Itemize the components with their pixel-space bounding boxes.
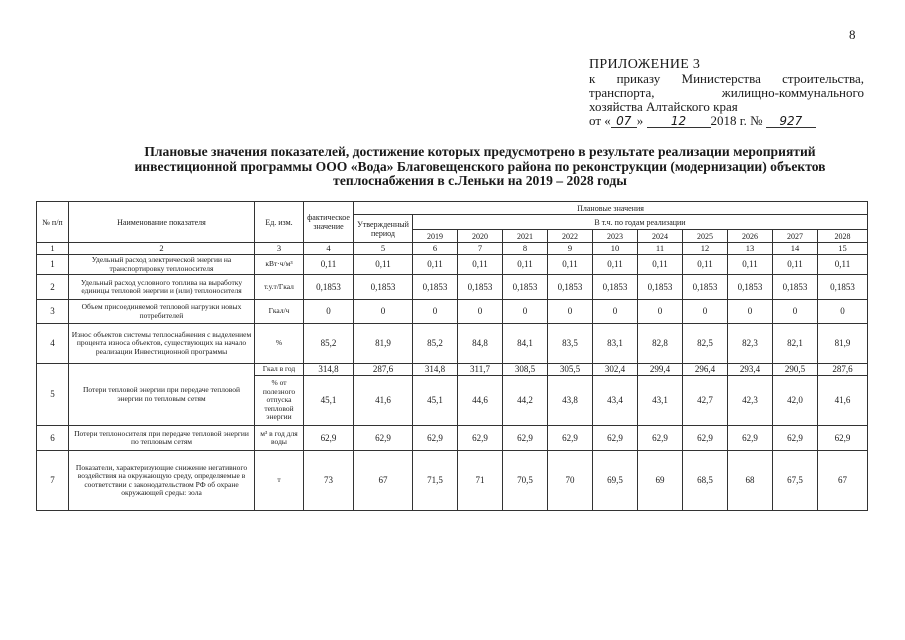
- year-value: 0,1853: [548, 275, 593, 300]
- year-value: 81,9: [818, 324, 868, 364]
- header-year: 2019: [413, 230, 458, 243]
- header-actual: фактическое значение: [304, 202, 354, 243]
- year-value: 0: [683, 300, 728, 324]
- date-day: 07: [611, 115, 637, 128]
- actual-value: 0,11: [304, 255, 354, 275]
- year-value: 62,9: [593, 426, 638, 451]
- year-value: 0,11: [593, 255, 638, 275]
- year-value: 0,11: [638, 255, 683, 275]
- year-value: 82,1: [773, 324, 818, 364]
- year-value: 44,6: [458, 376, 503, 426]
- column-number: 15: [818, 243, 868, 255]
- appendix-line: к приказу Министерства строительства,: [589, 71, 864, 86]
- year-value: 0,11: [458, 255, 503, 275]
- header-num: № п/п: [37, 202, 69, 243]
- indicator-name: Износ объектов системы теплоснабжения с выделением процента износа объектов, существующих на начало реализации Инвестиционной программы: [69, 324, 255, 364]
- column-number: 10: [593, 243, 638, 255]
- column-number: 12: [683, 243, 728, 255]
- column-number: 14: [773, 243, 818, 255]
- indicator-name: Потери тепловой энергии при передаче тепловой энергии по тепловым сетям: [69, 364, 255, 426]
- header-year: 2028: [818, 230, 868, 243]
- year-value: 287,6: [818, 364, 868, 376]
- year-value: 62,9: [818, 426, 868, 451]
- year-value: 0: [458, 300, 503, 324]
- year-value: 69: [638, 451, 683, 511]
- year-value: 62,9: [638, 426, 683, 451]
- year-value: 71,5: [413, 451, 458, 511]
- approved-value: 287,6: [354, 364, 413, 376]
- year-value: 314,8: [413, 364, 458, 376]
- year-value: 0,11: [818, 255, 868, 275]
- approved-value: 67: [354, 451, 413, 511]
- table-row: [37, 300, 868, 324]
- header-by-years: В т.ч. по годам реализации: [413, 215, 868, 230]
- year-value: 62,9: [773, 426, 818, 451]
- column-number: 2: [69, 243, 255, 255]
- header-year: 2022: [548, 230, 593, 243]
- year-value: 0,1853: [458, 275, 503, 300]
- year-value: 0: [728, 300, 773, 324]
- year-value: 0,1853: [728, 275, 773, 300]
- actual-value: 314,8: [304, 364, 354, 376]
- year-value: 299,4: [638, 364, 683, 376]
- year-value: 84,8: [458, 324, 503, 364]
- table-row: [37, 255, 868, 275]
- year-value: 0: [593, 300, 638, 324]
- year-value: 68: [728, 451, 773, 511]
- title-line: теплоснабжения в с.Леньки на 2019 – 2028 годы: [333, 173, 627, 188]
- year-value: 0,11: [728, 255, 773, 275]
- header-year: 2024: [638, 230, 683, 243]
- column-number: 7: [458, 243, 503, 255]
- year-value: 68,5: [683, 451, 728, 511]
- year-value: 0,1853: [773, 275, 818, 300]
- header-year: 2026: [728, 230, 773, 243]
- table-row: [37, 364, 868, 376]
- unit-cell: кВт·ч/м³: [255, 255, 304, 275]
- approved-value: 81,9: [354, 324, 413, 364]
- year-value: 43,4: [593, 376, 638, 426]
- actual-value: 0: [304, 300, 354, 324]
- approved-value: 62,9: [354, 426, 413, 451]
- year-value: 62,9: [548, 426, 593, 451]
- year-value: 0,11: [548, 255, 593, 275]
- actual-value: 73: [304, 451, 354, 511]
- year-value: 0: [413, 300, 458, 324]
- approved-value: 41,6: [354, 376, 413, 426]
- column-number: 3: [255, 243, 304, 255]
- appendix-line: транспорта, жилищно-коммунального: [589, 85, 864, 100]
- header-year: 2023: [593, 230, 638, 243]
- column-number: 13: [728, 243, 773, 255]
- year-value: 62,9: [683, 426, 728, 451]
- year-value: 0,1853: [503, 275, 548, 300]
- year-value: 0,1853: [413, 275, 458, 300]
- actual-value: 85,2: [304, 324, 354, 364]
- header-year: 2020: [458, 230, 503, 243]
- year-value: 302,4: [593, 364, 638, 376]
- header-planned: Плановые значения: [354, 202, 868, 215]
- header-name: Наименование показателя: [69, 202, 255, 243]
- year-value: 0: [503, 300, 548, 324]
- year-value: 0,1853: [683, 275, 728, 300]
- year-value: 70,5: [503, 451, 548, 511]
- date-prefix: от «: [589, 113, 611, 128]
- column-number: 1: [37, 243, 69, 255]
- header-approved: Утвержденный период: [354, 215, 413, 243]
- table-row: [37, 426, 868, 451]
- column-number: 6: [413, 243, 458, 255]
- year-value: 69,5: [593, 451, 638, 511]
- unit-cell: т.у.т/Гкал: [255, 275, 304, 300]
- year-value: 82,8: [638, 324, 683, 364]
- date-month: 12: [647, 115, 711, 128]
- indicator-name: Удельный расход условного топлива на выработку единицы тепловой энергии и (или) теплоносителя: [69, 275, 255, 300]
- year-value: 41,6: [818, 376, 868, 426]
- appendix-line: хозяйства Алтайского края: [589, 99, 738, 114]
- row-number: 3: [37, 300, 69, 324]
- year-value: 0: [638, 300, 683, 324]
- title-line: Плановые значения показателей, достижение которых предусмотрено в результате реализации мероприятий: [144, 144, 816, 159]
- year-value: 305,5: [548, 364, 593, 376]
- appendix-block: [589, 58, 864, 128]
- year-value: 62,9: [458, 426, 503, 451]
- year-value: 0,1853: [638, 275, 683, 300]
- year-value: 83,1: [593, 324, 638, 364]
- title-line: инвестиционной программы ООО «Вода» Благовещенского района по реконструкции (модернизации) объектов: [134, 158, 826, 174]
- year-value: 70: [548, 451, 593, 511]
- year-value: 308,5: [503, 364, 548, 376]
- year-value: 0: [548, 300, 593, 324]
- year-value: 84,1: [503, 324, 548, 364]
- approved-value: 0: [354, 300, 413, 324]
- year-value: 290,5: [773, 364, 818, 376]
- year-value: 293,4: [728, 364, 773, 376]
- table-row: [37, 451, 868, 511]
- unit-cell: Гкал/ч: [255, 300, 304, 324]
- year-value: 0,1853: [818, 275, 868, 300]
- document-title: [60, 145, 900, 189]
- row-number: 2: [37, 275, 69, 300]
- year-value: 42,3: [728, 376, 773, 426]
- approved-value: 0,11: [354, 255, 413, 275]
- header-year: 2025: [683, 230, 728, 243]
- year-value: 85,2: [413, 324, 458, 364]
- actual-value: 0,1853: [304, 275, 354, 300]
- column-number: 8: [503, 243, 548, 255]
- appendix-title: ПРИЛОЖЕНИЕ 3: [589, 57, 701, 72]
- column-number: 4: [304, 243, 354, 255]
- year-value: 42,7: [683, 376, 728, 426]
- year-value: 45,1: [413, 376, 458, 426]
- year-value: 62,9: [728, 426, 773, 451]
- unit-cell: м³ в год для воды: [255, 426, 304, 451]
- year-value: 0,1853: [593, 275, 638, 300]
- indicator-name: Объем присоединяемой тепловой нагрузки новых потребителей: [69, 300, 255, 324]
- year-value: 43,8: [548, 376, 593, 426]
- indicator-name: Показатели, характеризующие снижение негативного воздействия на окружающую среду, определяемые в соответствии с законодательством РФ об охране окружающей среды: зола: [69, 451, 255, 511]
- year-value: 82,5: [683, 324, 728, 364]
- header-year: 2027: [773, 230, 818, 243]
- year-value: 296,4: [683, 364, 728, 376]
- unit-cell: %: [255, 324, 304, 364]
- row-number: 6: [37, 426, 69, 451]
- approved-value: 0,1853: [354, 275, 413, 300]
- indicator-name: Удельный расход электрической энергии на транспортировку теплоносителя: [69, 255, 255, 275]
- year-value: 82,3: [728, 324, 773, 364]
- year-value: 62,9: [413, 426, 458, 451]
- year-value: 0: [773, 300, 818, 324]
- unit-cell: Гкал в год: [255, 364, 304, 376]
- indicators-table: [36, 201, 868, 511]
- page-number: 8: [849, 27, 856, 42]
- unit-cell: % от полезного отпуска тепловой энергии: [255, 376, 304, 426]
- year-value: 83,5: [548, 324, 593, 364]
- table-row: [37, 275, 868, 300]
- year-value: 67,5: [773, 451, 818, 511]
- column-number: 9: [548, 243, 593, 255]
- year-value: 0: [818, 300, 868, 324]
- actual-value: 62,9: [304, 426, 354, 451]
- year-value: 0,11: [413, 255, 458, 275]
- appendix-date: [589, 114, 864, 128]
- row-number: 4: [37, 324, 69, 364]
- column-number: 11: [638, 243, 683, 255]
- table-row: [37, 324, 868, 364]
- year-value: 0,11: [683, 255, 728, 275]
- year-value: 67: [818, 451, 868, 511]
- date-mid: »: [636, 113, 644, 128]
- indicator-name: Потери теплоносителя при передаче тепловой энергии по тепловым сетям: [69, 426, 255, 451]
- year-value: 0,11: [503, 255, 548, 275]
- date-year: 2018 г. №: [710, 113, 763, 128]
- unit-cell: т: [255, 451, 304, 511]
- header-year: 2021: [503, 230, 548, 243]
- year-value: 62,9: [503, 426, 548, 451]
- row-number: 1: [37, 255, 69, 275]
- year-value: 71: [458, 451, 503, 511]
- header-unit: Ед. изм.: [255, 202, 304, 243]
- year-value: 42,0: [773, 376, 818, 426]
- actual-value: 45,1: [304, 376, 354, 426]
- row-number: 5: [37, 364, 69, 426]
- year-value: 44,2: [503, 376, 548, 426]
- column-number: 5: [354, 243, 413, 255]
- order-number: 927: [766, 115, 816, 128]
- row-number: 7: [37, 451, 69, 511]
- year-value: 43,1: [638, 376, 683, 426]
- year-value: 311,7: [458, 364, 503, 376]
- year-value: 0,11: [773, 255, 818, 275]
